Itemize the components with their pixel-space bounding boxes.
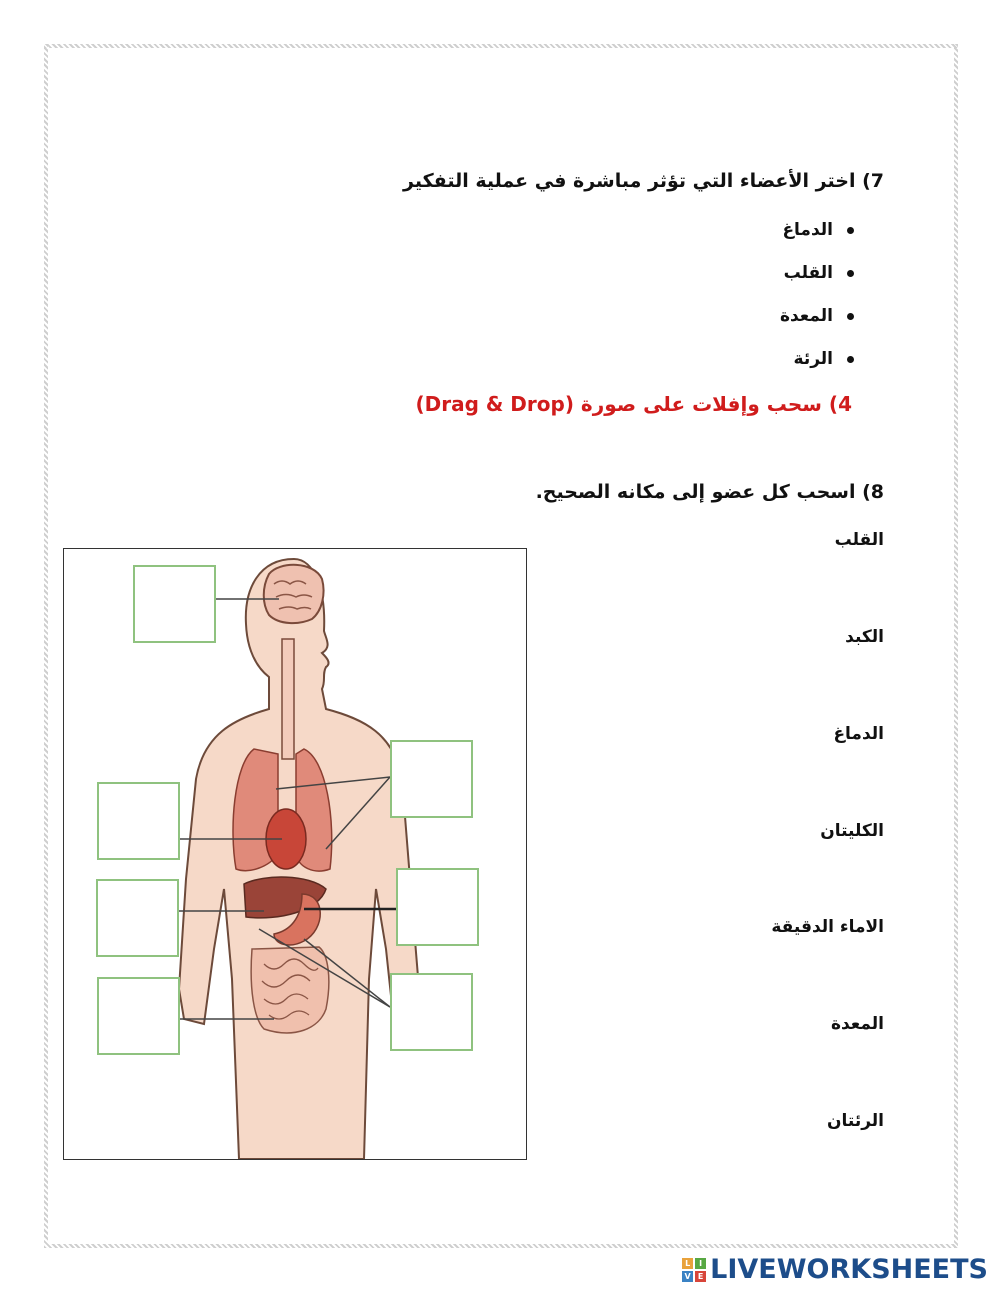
bullet-icon (847, 270, 854, 277)
drag-label-heart[interactable]: القلب (834, 530, 884, 550)
question-7-title: 7) اختر الأعضاء التي تؤثر مباشرة في عملية التفكير (403, 170, 884, 192)
brain-shape (264, 565, 324, 623)
option-lung[interactable]: الرئة (794, 349, 854, 369)
drop-target-7[interactable] (390, 973, 473, 1051)
bullet-icon (847, 356, 854, 363)
drag-label-lungs[interactable]: الرئتان (826, 1111, 884, 1131)
body-diagram (63, 548, 527, 1160)
drop-target-6[interactable] (97, 977, 180, 1055)
bullet-icon (847, 227, 854, 234)
drag-label-stomach[interactable]: المعدة (830, 1014, 884, 1034)
drag-label-small-intestine[interactable]: الاماء الدقيقة (771, 917, 884, 937)
drop-target-1[interactable] (133, 565, 216, 643)
drag-label-kidneys[interactable]: الكليتان (820, 821, 884, 841)
drop-target-5[interactable] (396, 868, 479, 946)
option-heart[interactable]: القلب (784, 263, 854, 283)
drag-label-liver[interactable]: الكبد (845, 627, 884, 647)
option-stomach[interactable]: المعدة (780, 306, 854, 326)
option-brain[interactable]: الدماغ (782, 220, 854, 240)
drop-target-3[interactable] (97, 782, 180, 860)
liveworksheets-logo[interactable] (682, 1254, 988, 1285)
drop-target-4[interactable] (96, 879, 179, 957)
logo-grid-icon: L I V E (682, 1258, 706, 1282)
drag-label-brain[interactable]: الدماغ (833, 724, 884, 744)
question-8-title: 8) اسحب كل عضو إلى مكانه الصحيح. (535, 481, 884, 503)
bullet-icon (847, 313, 854, 320)
logo-text: LIVEWORKSHEETS (710, 1254, 988, 1285)
drag-drop-header: 4) سحب وإفلات على صورة (Drag & Drop) (415, 392, 852, 416)
drop-target-2[interactable] (390, 740, 473, 818)
